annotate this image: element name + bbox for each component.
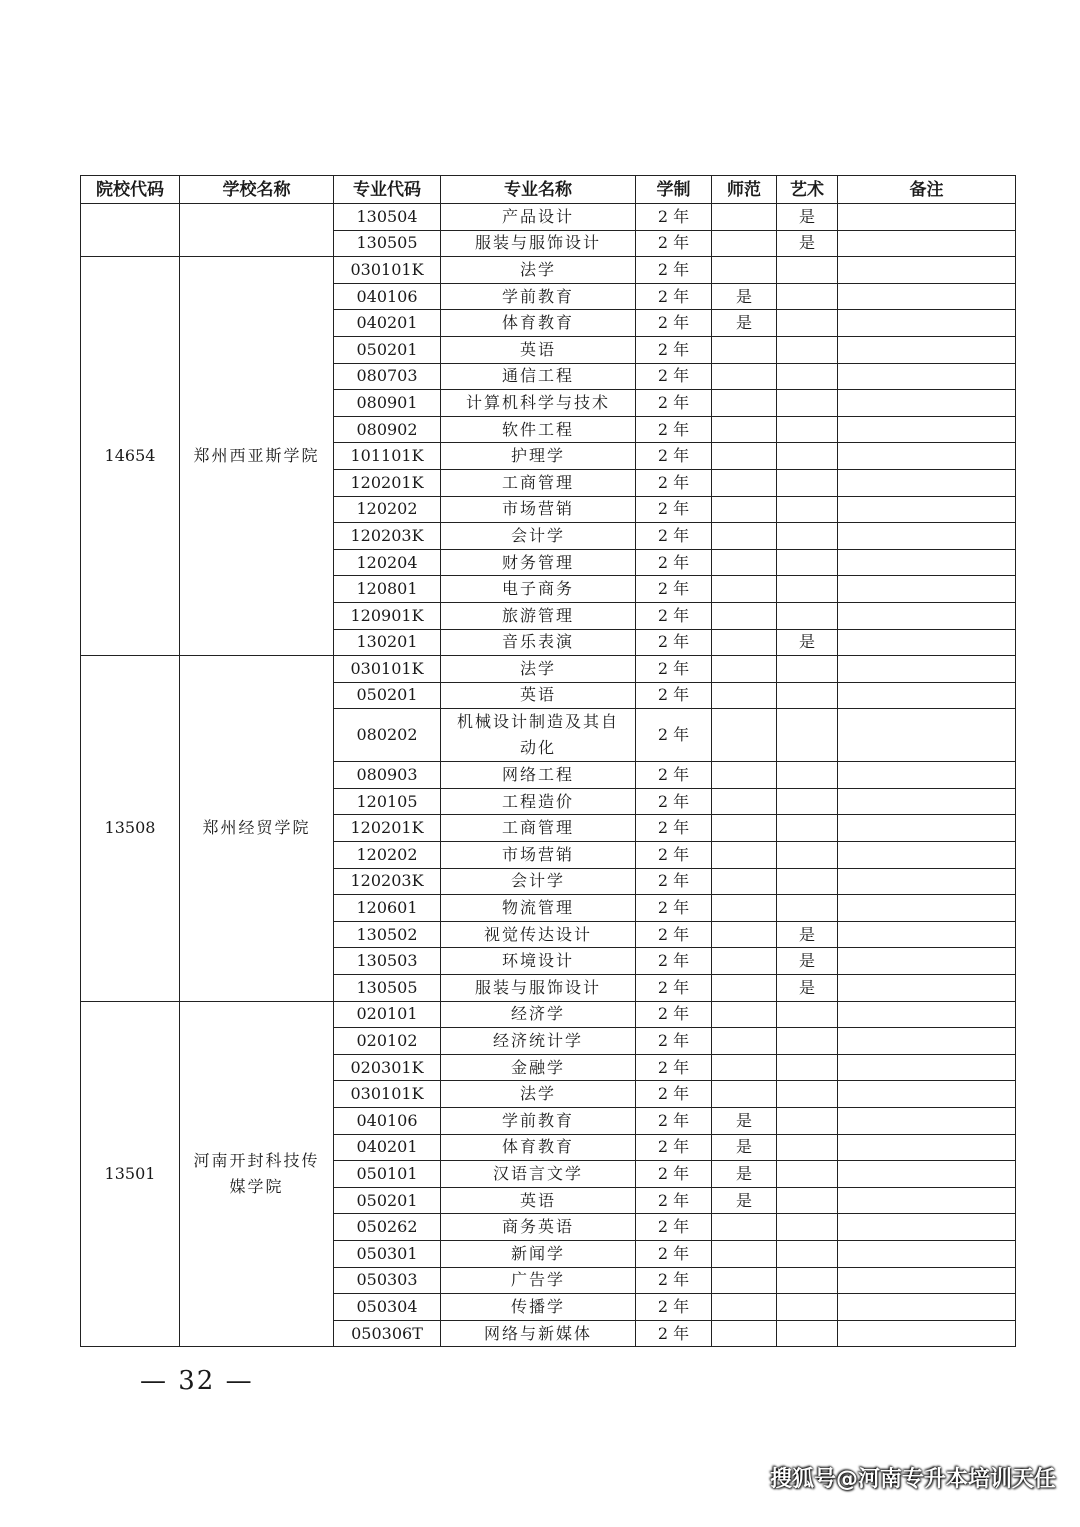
- note-cell: [838, 602, 1016, 629]
- normal-cell: [712, 390, 777, 417]
- art-cell: [777, 1214, 838, 1241]
- duration-cell: 2 年: [636, 895, 712, 922]
- major-code-cell: 040201: [334, 1134, 441, 1161]
- major-code-cell: 130505: [334, 975, 441, 1002]
- major-name-cell: 产品设计: [441, 204, 636, 231]
- major-name-cell: 服装与服饰设计: [441, 230, 636, 257]
- art-cell: [777, 1320, 838, 1347]
- note-cell: [838, 762, 1016, 789]
- art-cell: [777, 815, 838, 842]
- duration-cell: 2 年: [636, 1267, 712, 1294]
- note-cell: [838, 921, 1016, 948]
- art-cell: [777, 1294, 838, 1321]
- duration-cell: 2 年: [636, 1320, 712, 1347]
- major-code-cell: 080902: [334, 416, 441, 443]
- note-cell: [838, 496, 1016, 523]
- normal-cell: [712, 921, 777, 948]
- note-cell: [838, 1320, 1016, 1347]
- major-name-cell: 服装与服饰设计: [441, 975, 636, 1002]
- normal-cell: [712, 1240, 777, 1267]
- major-name-cell: 体育教育: [441, 1134, 636, 1161]
- duration-cell: 2 年: [636, 363, 712, 390]
- normal-cell: [712, 1001, 777, 1028]
- major-code-cell: 050201: [334, 1187, 441, 1214]
- note-cell: [838, 549, 1016, 576]
- art-cell: [777, 682, 838, 709]
- normal-cell: [712, 336, 777, 363]
- school-code-cell: [81, 204, 180, 257]
- note-cell: [838, 1108, 1016, 1135]
- art-cell: [777, 602, 838, 629]
- major-code-cell: 050303: [334, 1267, 441, 1294]
- art-cell: [777, 1108, 838, 1135]
- major-code-cell: 130201: [334, 629, 441, 656]
- table-row: [81, 1001, 1016, 1028]
- major-code-cell: 120201K: [334, 815, 441, 842]
- major-name-cell: 英语: [441, 1187, 636, 1214]
- duration-cell: 2 年: [636, 948, 712, 975]
- major-code-cell: 050201: [334, 336, 441, 363]
- duration-cell: 2 年: [636, 629, 712, 656]
- normal-cell: [712, 709, 777, 762]
- note-cell: [838, 416, 1016, 443]
- duration-cell: 2 年: [636, 709, 712, 762]
- duration-cell: 2 年: [636, 975, 712, 1002]
- normal-cell: [712, 895, 777, 922]
- major-code-cell: 080202: [334, 709, 441, 762]
- normal-cell: 是: [712, 1161, 777, 1188]
- normal-cell: [712, 975, 777, 1002]
- note-cell: [838, 656, 1016, 683]
- major-code-cell: 101101K: [334, 443, 441, 470]
- major-name-cell: 网络与新媒体: [441, 1320, 636, 1347]
- art-cell: [777, 709, 838, 762]
- duration-cell: 2 年: [636, 549, 712, 576]
- major-name-cell: 计算机科学与技术: [441, 390, 636, 417]
- note-cell: [838, 788, 1016, 815]
- art-cell: [777, 1081, 838, 1108]
- header-normal: 师范: [712, 176, 777, 204]
- duration-cell: 2 年: [636, 762, 712, 789]
- major-name-cell: 英语: [441, 336, 636, 363]
- major-name-cell: 电子商务: [441, 576, 636, 603]
- art-cell: [777, 895, 838, 922]
- duration-cell: 2 年: [636, 257, 712, 284]
- major-code-cell: 050304: [334, 1294, 441, 1321]
- major-code-cell: 080703: [334, 363, 441, 390]
- duration-cell: 2 年: [636, 1108, 712, 1135]
- table-row: [81, 656, 1016, 683]
- normal-cell: [712, 257, 777, 284]
- normal-cell: [712, 868, 777, 895]
- major-code-cell: 130504: [334, 204, 441, 231]
- major-code-cell: 120202: [334, 842, 441, 869]
- normal-cell: [712, 842, 777, 869]
- major-code-cell: 120601: [334, 895, 441, 922]
- note-cell: [838, 1001, 1016, 1028]
- header-duration: 学制: [636, 176, 712, 204]
- major-code-cell: 030101K: [334, 656, 441, 683]
- duration-cell: 2 年: [636, 682, 712, 709]
- duration-cell: 2 年: [636, 602, 712, 629]
- major-name-cell: 通信工程: [441, 363, 636, 390]
- normal-cell: [712, 230, 777, 257]
- note-cell: [838, 390, 1016, 417]
- major-name-cell: 传播学: [441, 1294, 636, 1321]
- school-name-cell: 河南开封科技传媒学院: [180, 1001, 334, 1347]
- school-code-cell: 13508: [81, 656, 180, 1002]
- duration-cell: 2 年: [636, 443, 712, 470]
- normal-cell: 是: [712, 1108, 777, 1135]
- major-code-cell: 030101K: [334, 1081, 441, 1108]
- major-name-cell: 市场营销: [441, 842, 636, 869]
- note-cell: [838, 709, 1016, 762]
- watermark: 搜狐号@河南专升本培训天任: [769, 1467, 1056, 1492]
- normal-cell: [712, 656, 777, 683]
- major-name-cell: 广告学: [441, 1267, 636, 1294]
- normal-cell: [712, 363, 777, 390]
- duration-cell: 2 年: [636, 1028, 712, 1055]
- art-cell: [777, 1240, 838, 1267]
- header-note: 备注: [838, 176, 1016, 204]
- major-name-cell: 机械设计制造及其自动化: [441, 709, 636, 762]
- normal-cell: 是: [712, 1134, 777, 1161]
- major-code-cell: 120203K: [334, 523, 441, 550]
- note-cell: [838, 1240, 1016, 1267]
- art-cell: 是: [777, 948, 838, 975]
- major-code-cell: 120801: [334, 576, 441, 603]
- note-cell: [838, 1134, 1016, 1161]
- duration-cell: 2 年: [636, 390, 712, 417]
- major-code-cell: 040201: [334, 310, 441, 337]
- art-cell: [777, 310, 838, 337]
- normal-cell: 是: [712, 310, 777, 337]
- header-major-code: 专业代码: [334, 176, 441, 204]
- major-code-cell: 130503: [334, 948, 441, 975]
- normal-cell: [712, 1294, 777, 1321]
- art-cell: [777, 469, 838, 496]
- art-cell: [777, 762, 838, 789]
- note-cell: [838, 1294, 1016, 1321]
- major-code-cell: 120901K: [334, 602, 441, 629]
- note-cell: [838, 230, 1016, 257]
- duration-cell: 2 年: [636, 921, 712, 948]
- major-name-cell: 学前教育: [441, 283, 636, 310]
- note-cell: [838, 682, 1016, 709]
- normal-cell: [712, 1054, 777, 1081]
- duration-cell: 2 年: [636, 1081, 712, 1108]
- majors-table: [80, 175, 1016, 1347]
- note-cell: [838, 310, 1016, 337]
- note-cell: [838, 1081, 1016, 1108]
- header-row: [81, 176, 1016, 204]
- art-cell: [777, 496, 838, 523]
- major-name-cell: 法学: [441, 656, 636, 683]
- duration-cell: 2 年: [636, 310, 712, 337]
- duration-cell: 2 年: [636, 336, 712, 363]
- major-name-cell: 金融学: [441, 1054, 636, 1081]
- art-cell: [777, 1161, 838, 1188]
- art-cell: 是: [777, 629, 838, 656]
- major-code-cell: 120203K: [334, 868, 441, 895]
- major-name-cell: 物流管理: [441, 895, 636, 922]
- major-code-cell: 020102: [334, 1028, 441, 1055]
- note-cell: [838, 629, 1016, 656]
- normal-cell: [712, 1028, 777, 1055]
- note-cell: [838, 975, 1016, 1002]
- duration-cell: 2 年: [636, 1134, 712, 1161]
- note-cell: [838, 1267, 1016, 1294]
- note-cell: [838, 363, 1016, 390]
- normal-cell: [712, 788, 777, 815]
- major-code-cell: 120204: [334, 549, 441, 576]
- major-code-cell: 040106: [334, 283, 441, 310]
- art-cell: 是: [777, 204, 838, 231]
- school-code-cell: 14654: [81, 257, 180, 656]
- header-art: 艺术: [777, 176, 838, 204]
- note-cell: [838, 815, 1016, 842]
- major-name-cell: 音乐表演: [441, 629, 636, 656]
- note-cell: [838, 895, 1016, 922]
- note-cell: [838, 443, 1016, 470]
- major-name-cell: 新闻学: [441, 1240, 636, 1267]
- duration-cell: 2 年: [636, 842, 712, 869]
- note-cell: [838, 868, 1016, 895]
- normal-cell: [712, 1214, 777, 1241]
- major-name-cell: 市场营销: [441, 496, 636, 523]
- art-cell: [777, 257, 838, 284]
- duration-cell: 2 年: [636, 576, 712, 603]
- art-cell: 是: [777, 921, 838, 948]
- page-number: — 32 —: [140, 1366, 254, 1396]
- major-name-cell: 环境设计: [441, 948, 636, 975]
- normal-cell: [712, 496, 777, 523]
- major-code-cell: 030101K: [334, 257, 441, 284]
- normal-cell: [712, 204, 777, 231]
- major-code-cell: 020301K: [334, 1054, 441, 1081]
- art-cell: [777, 390, 838, 417]
- normal-cell: [712, 1267, 777, 1294]
- duration-cell: 2 年: [636, 788, 712, 815]
- school-name-cell: [180, 204, 334, 257]
- note-cell: [838, 1187, 1016, 1214]
- header-major-name: 专业名称: [441, 176, 636, 204]
- duration-cell: 2 年: [636, 1240, 712, 1267]
- duration-cell: 2 年: [636, 416, 712, 443]
- art-cell: [777, 549, 838, 576]
- major-name-cell: 法学: [441, 257, 636, 284]
- art-cell: [777, 283, 838, 310]
- major-name-cell: 工商管理: [441, 815, 636, 842]
- note-cell: [838, 523, 1016, 550]
- normal-cell: [712, 549, 777, 576]
- note-cell: [838, 257, 1016, 284]
- major-name-cell: 财务管理: [441, 549, 636, 576]
- art-cell: [777, 1134, 838, 1161]
- major-name-cell: 学前教育: [441, 1108, 636, 1135]
- normal-cell: 是: [712, 283, 777, 310]
- duration-cell: 2 年: [636, 868, 712, 895]
- art-cell: 是: [777, 230, 838, 257]
- art-cell: [777, 1054, 838, 1081]
- major-code-cell: 120201K: [334, 469, 441, 496]
- major-name-cell: 护理学: [441, 443, 636, 470]
- note-cell: [838, 336, 1016, 363]
- art-cell: [777, 576, 838, 603]
- header-school-name: 学校名称: [180, 176, 334, 204]
- art-cell: [777, 1267, 838, 1294]
- art-cell: [777, 1001, 838, 1028]
- major-code-cell: 080903: [334, 762, 441, 789]
- major-name-cell: 网络工程: [441, 762, 636, 789]
- header-school-code: 院校代码: [81, 176, 180, 204]
- major-name-cell: 汉语言文学: [441, 1161, 636, 1188]
- art-cell: [777, 523, 838, 550]
- duration-cell: 2 年: [636, 283, 712, 310]
- school-name-cell: 郑州西亚斯学院: [180, 257, 334, 656]
- duration-cell: 2 年: [636, 469, 712, 496]
- duration-cell: 2 年: [636, 815, 712, 842]
- major-code-cell: 050201: [334, 682, 441, 709]
- school-name-cell: 郑州经贸学院: [180, 656, 334, 1002]
- major-code-cell: 050101: [334, 1161, 441, 1188]
- duration-cell: 2 年: [636, 1294, 712, 1321]
- normal-cell: [712, 602, 777, 629]
- art-cell: [777, 868, 838, 895]
- major-name-cell: 英语: [441, 682, 636, 709]
- note-cell: [838, 948, 1016, 975]
- major-code-cell: 020101: [334, 1001, 441, 1028]
- major-code-cell: 130502: [334, 921, 441, 948]
- major-name-cell: 软件工程: [441, 416, 636, 443]
- major-name-cell: 经济统计学: [441, 1028, 636, 1055]
- duration-cell: 2 年: [636, 1214, 712, 1241]
- duration-cell: 2 年: [636, 523, 712, 550]
- art-cell: [777, 788, 838, 815]
- major-code-cell: 040106: [334, 1108, 441, 1135]
- normal-cell: [712, 682, 777, 709]
- major-name-cell: 旅游管理: [441, 602, 636, 629]
- major-code-cell: 050301: [334, 1240, 441, 1267]
- duration-cell: 2 年: [636, 230, 712, 257]
- major-name-cell: 体育教育: [441, 310, 636, 337]
- note-cell: [838, 1054, 1016, 1081]
- table-row: [81, 257, 1016, 284]
- normal-cell: [712, 629, 777, 656]
- normal-cell: 是: [712, 1187, 777, 1214]
- table-body: [81, 204, 1016, 1347]
- major-name-cell: 会计学: [441, 868, 636, 895]
- art-cell: 是: [777, 975, 838, 1002]
- major-name-cell: 商务英语: [441, 1214, 636, 1241]
- art-cell: [777, 656, 838, 683]
- normal-cell: [712, 443, 777, 470]
- major-name-cell: 工商管理: [441, 469, 636, 496]
- duration-cell: 2 年: [636, 1001, 712, 1028]
- table-row: [81, 204, 1016, 231]
- major-code-cell: 080901: [334, 390, 441, 417]
- art-cell: [777, 416, 838, 443]
- duration-cell: 2 年: [636, 496, 712, 523]
- major-code-cell: 120105: [334, 788, 441, 815]
- normal-cell: [712, 523, 777, 550]
- major-name-cell: 视觉传达设计: [441, 921, 636, 948]
- school-code-cell: 13501: [81, 1001, 180, 1347]
- normal-cell: [712, 815, 777, 842]
- duration-cell: 2 年: [636, 656, 712, 683]
- major-name-cell: 工程造价: [441, 788, 636, 815]
- normal-cell: [712, 948, 777, 975]
- note-cell: [838, 576, 1016, 603]
- major-code-cell: 050262: [334, 1214, 441, 1241]
- duration-cell: 2 年: [636, 1187, 712, 1214]
- art-cell: [777, 842, 838, 869]
- note-cell: [838, 469, 1016, 496]
- duration-cell: 2 年: [636, 1054, 712, 1081]
- major-name-cell: 会计学: [441, 523, 636, 550]
- note-cell: [838, 1028, 1016, 1055]
- normal-cell: [712, 762, 777, 789]
- normal-cell: [712, 416, 777, 443]
- art-cell: [777, 336, 838, 363]
- note-cell: [838, 283, 1016, 310]
- major-code-cell: 120202: [334, 496, 441, 523]
- duration-cell: 2 年: [636, 1161, 712, 1188]
- normal-cell: [712, 1320, 777, 1347]
- note-cell: [838, 204, 1016, 231]
- note-cell: [838, 1214, 1016, 1241]
- major-code-cell: 130505: [334, 230, 441, 257]
- art-cell: [777, 443, 838, 470]
- normal-cell: [712, 1081, 777, 1108]
- normal-cell: [712, 469, 777, 496]
- major-code-cell: 050306T: [334, 1320, 441, 1347]
- art-cell: [777, 1187, 838, 1214]
- duration-cell: 2 年: [636, 204, 712, 231]
- art-cell: [777, 363, 838, 390]
- note-cell: [838, 842, 1016, 869]
- art-cell: [777, 1028, 838, 1055]
- normal-cell: [712, 576, 777, 603]
- major-name-cell: 法学: [441, 1081, 636, 1108]
- note-cell: [838, 1161, 1016, 1188]
- major-name-cell: 经济学: [441, 1001, 636, 1028]
